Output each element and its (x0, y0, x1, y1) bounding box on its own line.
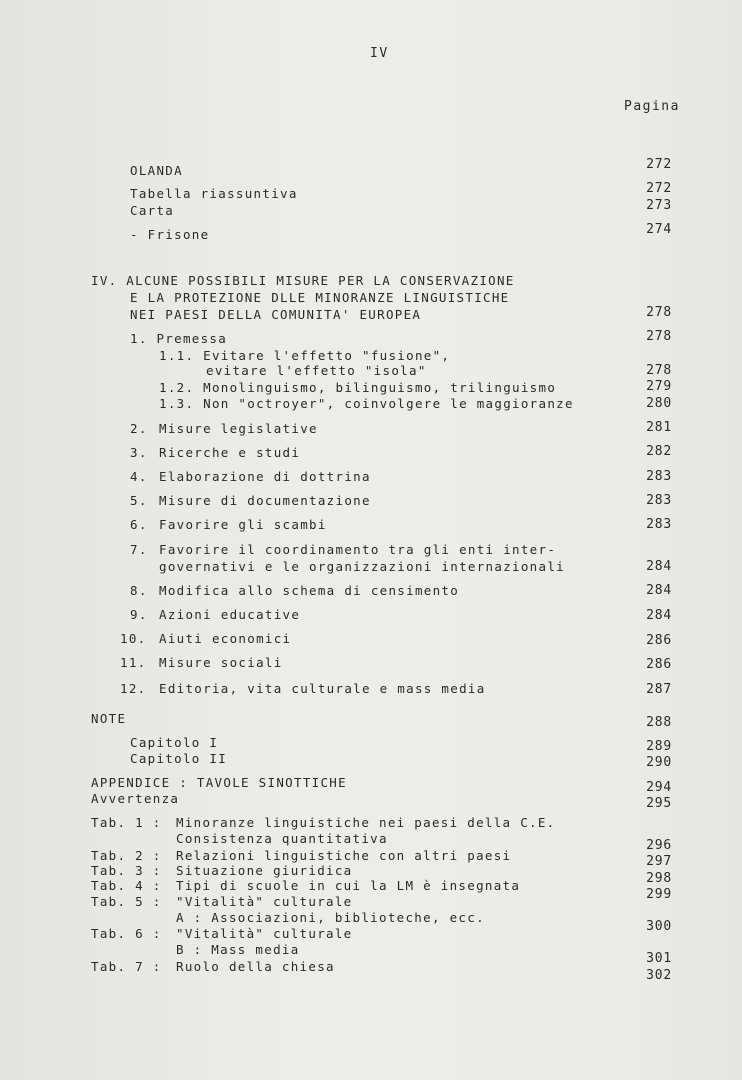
tab-number: Tab. 3 : (91, 863, 162, 878)
toc-entry-page: 283 (646, 493, 672, 508)
toc-item-num: 5. (130, 493, 148, 508)
toc-entry-page: 284 (646, 583, 672, 598)
tab-number: Tab. 4 : (91, 878, 162, 893)
page-number-roman: IV (370, 46, 389, 61)
toc-entry-label: Favorire il coordinamento tra gli enti inter- (159, 542, 557, 557)
toc-entry-label: 1. Premessa (130, 331, 228, 346)
tab-label: Relazioni linguistiche con altri paesi (176, 848, 512, 863)
toc-item-num: 12. (120, 681, 147, 696)
toc-entry-label-cont: governativi e le organizzazioni internazionali (159, 559, 565, 574)
toc-entry-page: 284 (646, 608, 672, 623)
tab-number: Tab. 7 : (91, 959, 162, 974)
tab-page: 296 (646, 838, 672, 853)
toc-entry-page: 290 (646, 755, 672, 770)
toc-entry-label: Aiuti economici (159, 631, 292, 646)
toc-item-num: 10. (120, 631, 147, 646)
section-page: 278 (646, 305, 672, 320)
tab-label-cont: Consistenza quantitativa (176, 831, 388, 846)
toc-entry-label: Tabella riassuntiva (130, 186, 298, 201)
tab-label: Tipi di scuole in cui la LM è insegnata (176, 878, 521, 893)
olanda-page: 272 (646, 157, 672, 172)
section-heading-line: IV. ALCUNE POSSIBILI MISURE PER LA CONSERVAZIONE (91, 273, 515, 288)
toc-entry-label: Editoria, vita culturale e mass media (159, 681, 486, 696)
toc-entry-label: Capitolo I (130, 735, 219, 750)
tab-number: Tab. 1 : (91, 815, 162, 830)
note-page: 288 (646, 715, 672, 730)
tab-number: Tab. 2 : (91, 848, 162, 863)
tab-label: "Vitalità" culturale (176, 894, 353, 909)
tab-page: 302 (646, 968, 672, 983)
toc-entry-page: 289 (646, 739, 672, 754)
toc-entry-label: Azioni educative (159, 607, 301, 622)
toc-item-num: 7. (130, 542, 148, 557)
toc-entry-page: 283 (646, 517, 672, 532)
toc-entry-page: 287 (646, 682, 672, 697)
toc-item-num: 3. (130, 445, 148, 460)
tab-label-cont: A : Associazioni, biblioteche, ecc. (176, 910, 485, 925)
toc-entry-page: 284 (646, 559, 672, 574)
avvertenza-page: 295 (646, 796, 672, 811)
tab-page: 297 (646, 854, 672, 869)
appendice-title: APPENDICE : TAVOLE SINOTTICHE (91, 775, 347, 790)
toc-entry-page: 286 (646, 657, 672, 672)
toc-item-num: 6. (130, 517, 148, 532)
toc-item-num: 2. (130, 421, 148, 436)
toc-sub-label: 1.3. Non "octroyer", coinvolgere le maggioranze (159, 396, 574, 411)
toc-entry-page: 272 (646, 181, 672, 196)
tab-number: Tab. 5 : (91, 894, 162, 909)
toc-sub-label: 1.2. Monolinguismo, bilinguismo, trilinguismo (159, 380, 557, 395)
tab-label: "Vitalità" culturale (176, 926, 353, 941)
pagina-label: Pagina (624, 99, 680, 114)
toc-entry-page: 278 (646, 363, 672, 378)
section-heading-line: E LA PROTEZIONE DLLE MINORANZE LINGUISTICHE (130, 290, 510, 305)
toc-entry-page: 278 (646, 329, 672, 344)
toc-item-num: 11. (120, 655, 147, 670)
toc-sub-label: evitare l'effetto "isola" (206, 363, 427, 378)
toc-entry-page: 274 (646, 222, 672, 237)
avvertenza-label: Avvertenza (91, 791, 180, 806)
olanda-title: OLANDA (130, 163, 183, 178)
tab-label-cont: B : Mass media (176, 942, 300, 957)
tab-number: Tab. 6 : (91, 926, 162, 941)
tab-page: 298 (646, 871, 672, 886)
toc-entry-page: 273 (646, 198, 672, 213)
toc-entry-label: Modifica allo schema di censimento (159, 583, 460, 598)
toc-entry-label: Misure legislative (159, 421, 318, 436)
toc-entry-label: - Frisone (130, 227, 210, 242)
toc-sub-label: 1.1. Evitare l'effetto "fusione", (159, 348, 451, 363)
tab-label: Ruolo della chiesa (176, 959, 335, 974)
toc-entry-label: Ricerche e studi (159, 445, 301, 460)
tab-page: 300 (646, 919, 672, 934)
tab-label: Situazione giuridica (176, 863, 353, 878)
tab-page: 299 (646, 887, 672, 902)
appendice-page: 294 (646, 780, 672, 795)
toc-entry-label: Misure di documentazione (159, 493, 371, 508)
toc-entry-page: 283 (646, 469, 672, 484)
toc-item-num: 4. (130, 469, 148, 484)
toc-entry-page: 282 (646, 444, 672, 459)
toc-entry-page: 286 (646, 633, 672, 648)
toc-entry-label: Capitolo II (130, 751, 228, 766)
toc-entry-label: Misure sociali (159, 655, 283, 670)
toc-entry-page: 279 (646, 379, 672, 394)
toc-item-num: 9. (130, 607, 148, 622)
toc-entry-label: Elaborazione di dottrina (159, 469, 371, 484)
tab-label: Minoranze linguistiche nei paesi della C.E. (176, 815, 556, 830)
toc-entry-label: Carta (130, 203, 175, 218)
tab-page: 301 (646, 951, 672, 966)
note-title: NOTE (91, 711, 127, 726)
section-heading-line: NEI PAESI DELLA COMUNITA' EUROPEA (130, 307, 422, 322)
toc-entry-page: 280 (646, 396, 672, 411)
toc-entry-page: 281 (646, 420, 672, 435)
toc-entry-label: Favorire gli scambi (159, 517, 327, 532)
toc-item-num: 8. (130, 583, 148, 598)
